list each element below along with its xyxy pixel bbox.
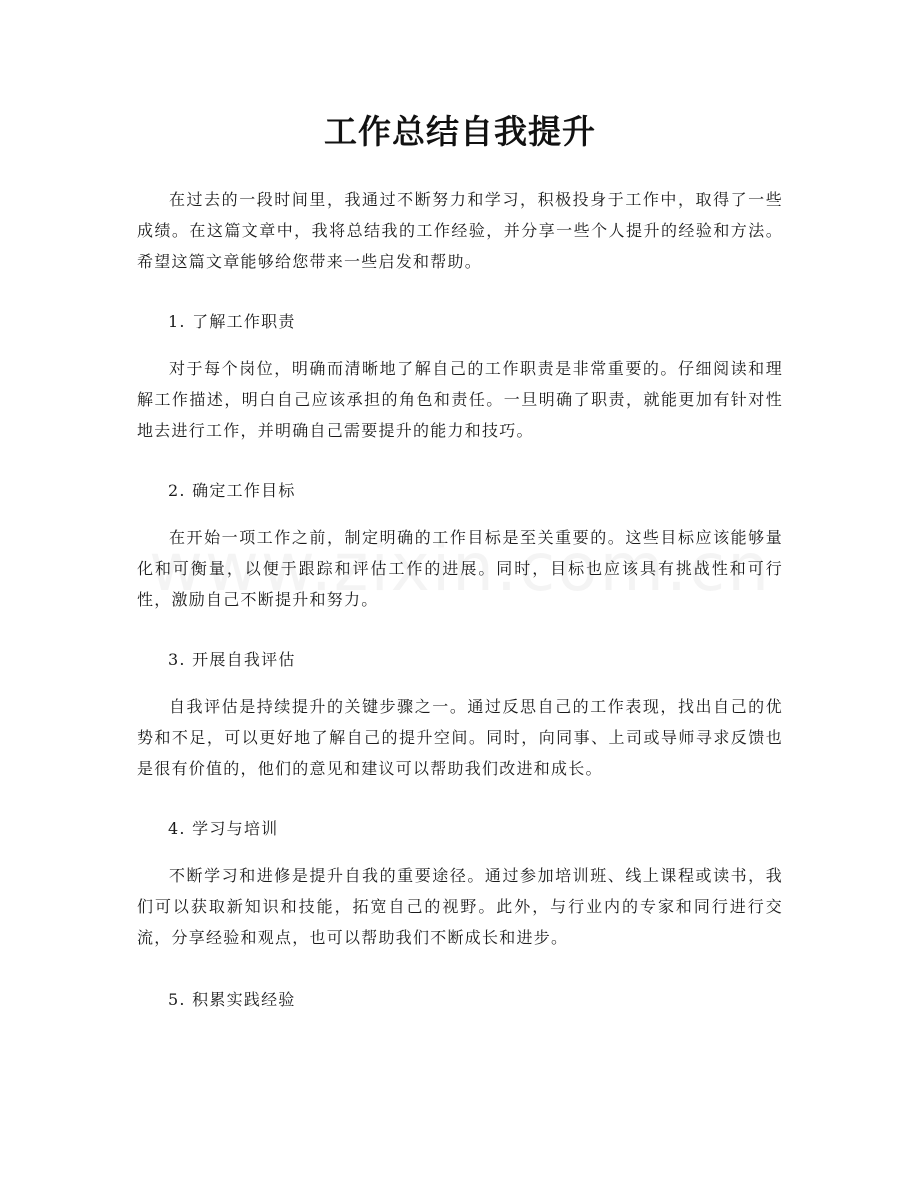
section-body-1: 对于每个岗位，明确而清晰地了解自己的工作职责是非常重要的。仔细阅读和理解工作描述，明白自己应该承担的角色和责任。一旦明确了职责，就能更加有针对性地去进行工作，并明确自己需要提升的能力和技巧。 [137,359,783,440]
document-title: 工作总结自我提升 [324,112,596,151]
section-heading-2: 2. 确定工作目标 [168,481,296,500]
section-heading-1: 1. 了解工作职责 [168,312,296,331]
section-heading-3: 3. 开展自我评估 [168,650,296,669]
section-body-2: 在开始一项工作之前，制定明确的工作目标是至关重要的。这些目标应该能够量化和可衡量，以便于跟踪和评估工作的进展。同时，目标也应该具有挑战性和可行性，激励自己不断提升和努力。 [137,528,783,609]
section-body-3: 自我评估是持续提升的关键步骤之一。通过反思自己的工作表现，找出自己的优势和不足，可以更好地了解自己的提升空间。同时，向同事、上司或导师寻求反馈也是很有价值的，他们的意见和建议可以帮助我们改进和成长。 [137,697,783,778]
section-heading-5: 5. 积累实践经验 [168,990,296,1009]
intro-paragraph: 在过去的一段时间里，我通过不断努力和学习，积极投身于工作中，取得了一些成绩。在这篇文章中，我将总结我的工作经验，并分享一些个人提升的经验和方法。希望这篇文章能够给您带来一些启发和帮助。 [137,190,783,271]
section-heading-4: 4. 学习与培训 [168,819,279,838]
section-body-4: 不断学习和进修是提升自我的重要途径。通过参加培训班、线上课程或读书，我们可以获取新知识和技能，拓宽自己的视野。此外，与行业内的专家和同行进行交流，分享经验和观点，也可以帮助我们不断成长和进步。 [137,866,783,947]
